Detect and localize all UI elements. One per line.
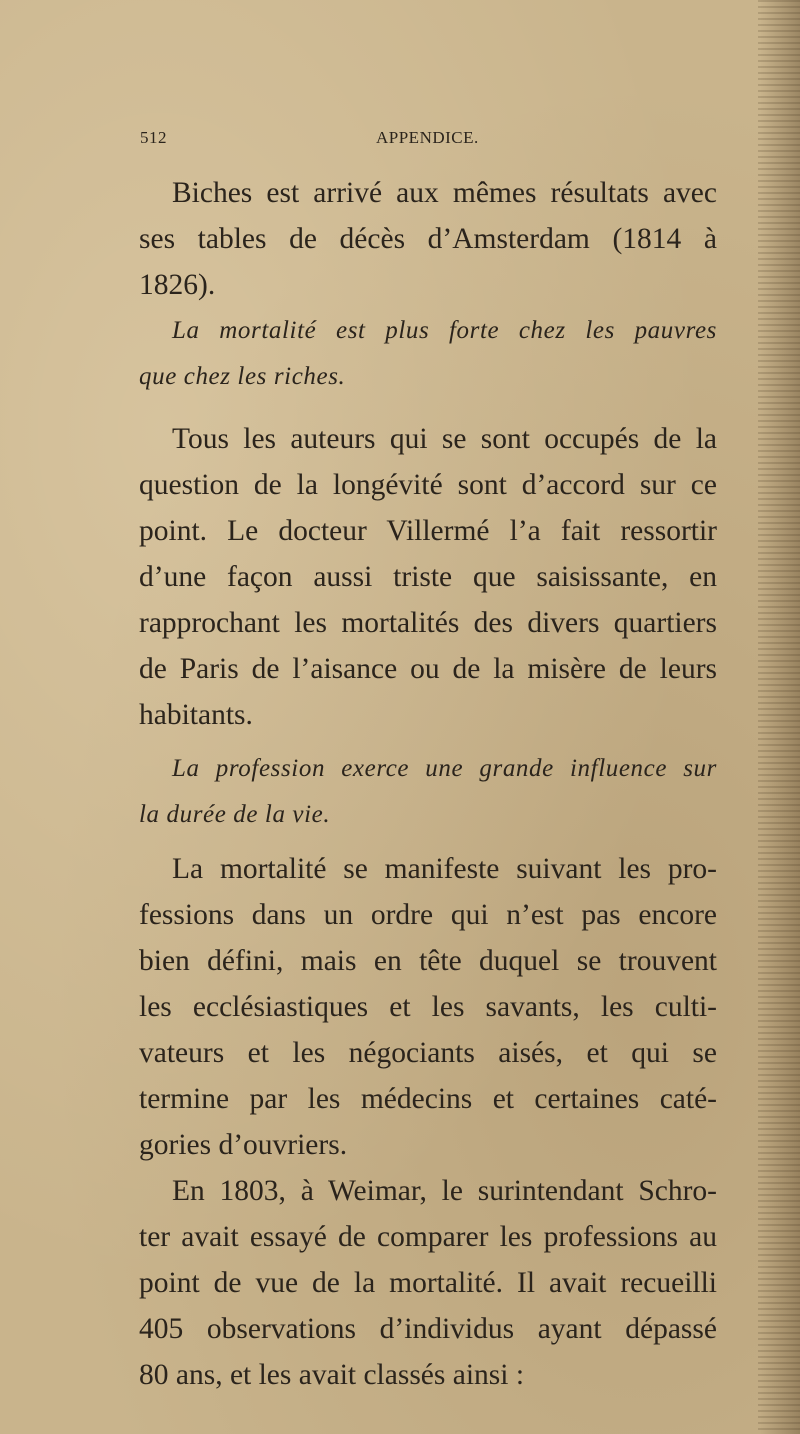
text-line: Biches est arrivé aux mêmes résultats avec: [172, 177, 717, 209]
text-line: 1826).: [139, 269, 216, 301]
heading-line: La profession exerce une grande influence sur: [172, 755, 717, 782]
running-head: APPENDICE.: [376, 128, 479, 147]
text-line: bien défini, mais en tête duquel se trouvent: [139, 945, 717, 977]
paragraph-1: [139, 170, 717, 308]
paragraph-4: [139, 1168, 717, 1398]
text-line: habitants.: [139, 699, 253, 731]
text-line: les ecclésiastiques et les savants, les culti-: [139, 991, 717, 1023]
body-text: [139, 170, 717, 1398]
page-number: 512: [140, 128, 167, 147]
text-line: vateurs et les négociants aisés, et qui se: [139, 1037, 717, 1069]
paragraph-3: [139, 846, 717, 1168]
heading-line: que chez les riches.: [139, 363, 346, 390]
page-edge-shadow: [758, 0, 800, 1434]
spacer: [139, 400, 717, 416]
section-heading-1: [139, 308, 717, 400]
page-header: [140, 128, 710, 158]
text-line: 80 ans, et les avait classés ainsi :: [139, 1359, 525, 1391]
section-heading-2: [139, 746, 717, 838]
text-line: ter avait essayé de comparer les professions au: [139, 1221, 717, 1253]
heading-line: La mortalité est plus forte chez les pauvres: [172, 317, 717, 344]
text-line: termine par les médecins et certaines caté-: [139, 1083, 717, 1115]
paragraph-2: [139, 416, 717, 738]
text-line: point. Le docteur Villermé l’a fait ressortir: [139, 515, 717, 547]
text-line: d’une façon aussi triste que saisissante, en: [139, 561, 717, 593]
spacer: [139, 838, 717, 846]
text-line: rapprochant les mortalités des divers quartiers: [139, 607, 717, 639]
spacer: [139, 738, 717, 746]
text-line: gories d’ouvriers.: [139, 1129, 348, 1161]
text-line: fessions dans un ordre qui n’est pas encore: [139, 899, 717, 931]
text-line: Tous les auteurs qui se sont occupés de la: [172, 423, 717, 455]
text-line: de Paris de l’aisance ou de la misère de leurs: [139, 653, 717, 685]
text-line: 405 observations d’individus ayant dépassé: [139, 1313, 717, 1345]
text-line: La mortalité se manifeste suivant les pro-: [172, 853, 717, 885]
text-line: ses tables de décès d’Amsterdam (1814 à: [139, 223, 717, 255]
text-line: point de vue de la mortalité. Il avait recueilli: [139, 1267, 717, 1299]
text-line: En 1803, à Weimar, le surintendant Schro-: [172, 1175, 717, 1207]
text-line: question de la longévité sont d’accord sur ce: [139, 469, 717, 501]
heading-line: la durée de la vie.: [139, 801, 331, 828]
